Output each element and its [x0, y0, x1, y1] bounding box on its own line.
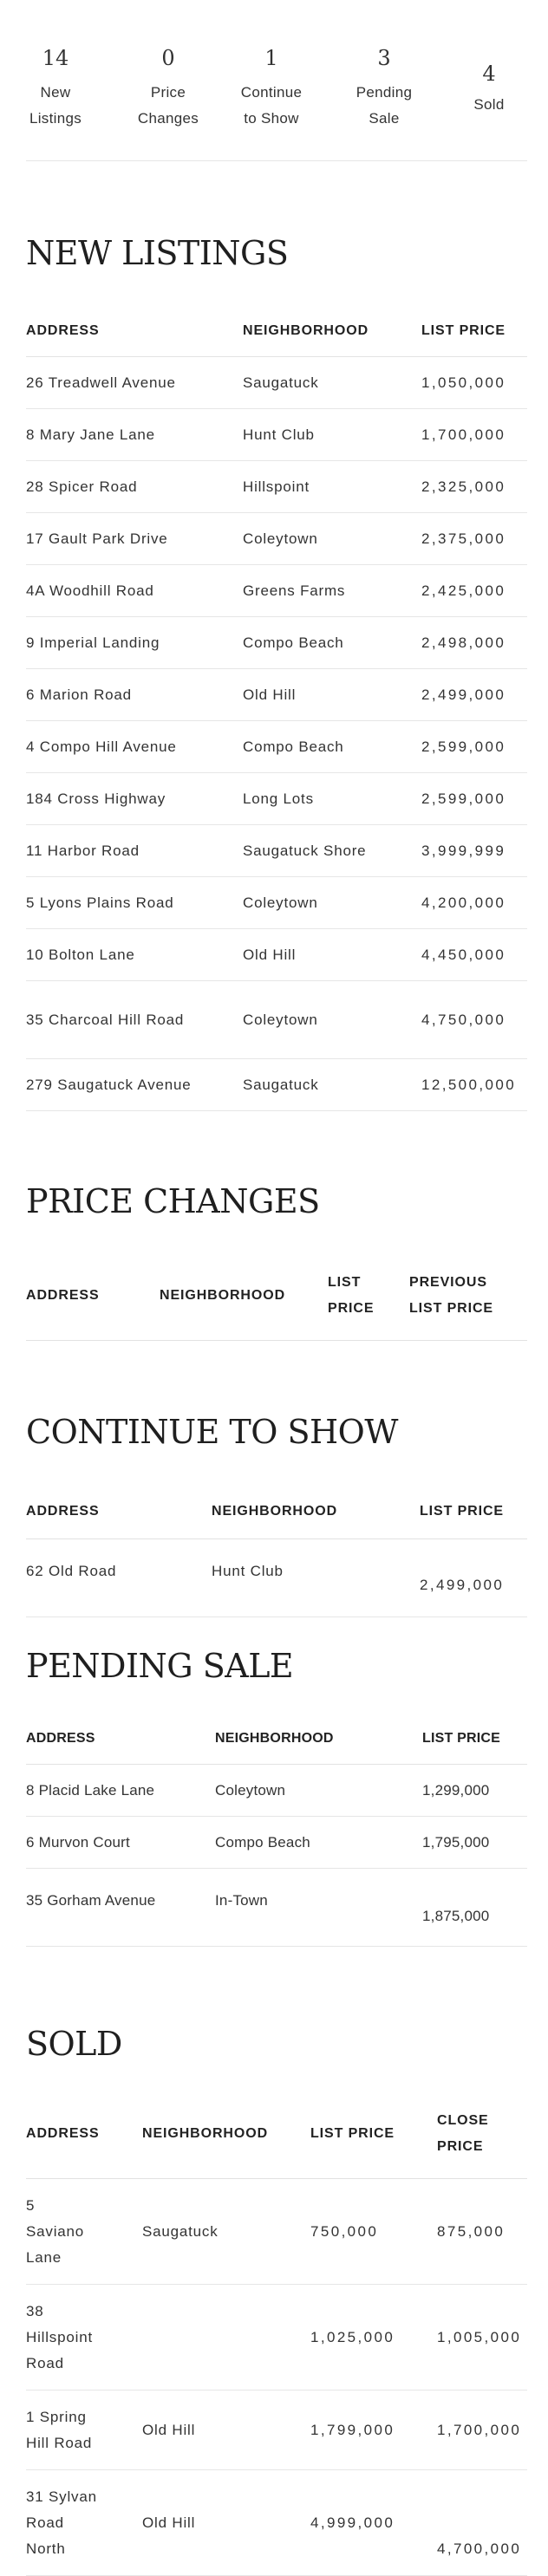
table-row[interactable] — [26, 1869, 527, 1947]
stat-value: 1 — [264, 46, 278, 70]
cell-list-price: 1,799,000 — [310, 2421, 395, 2438]
cell-neighborhood: Compo Beach — [243, 634, 344, 651]
cell-list-price: 1,795,000 — [422, 1833, 490, 1851]
cell-address: 9 Imperial Landing — [26, 634, 160, 651]
table-row[interactable] — [26, 565, 527, 617]
table-row[interactable] — [26, 513, 527, 565]
cell-address: 4A Woodhill Road — [26, 582, 154, 599]
cell-address: 35 Charcoal Hill Road — [26, 1011, 185, 1028]
cell-address: 17 Gault Park Drive — [26, 530, 168, 547]
sold-table — [26, 2089, 527, 2576]
cell-address: 10 Bolton Lane — [26, 946, 135, 963]
stat-price-changes[interactable] — [123, 45, 213, 132]
col-list-price: LIST PRICE — [328, 1274, 375, 1316]
pending-sale-table — [26, 1713, 527, 1947]
cell-list-price: 4,999,000 — [310, 2514, 395, 2531]
cell-list-price: 750,000 — [310, 2222, 379, 2240]
cell-list-price: 3,999,999 — [421, 842, 506, 859]
cell-address: 184 Cross Highway — [26, 790, 166, 807]
table-row[interactable] — [26, 617, 527, 669]
cell-address: 31 Sylvan Road North — [26, 2488, 97, 2557]
table-row[interactable] — [26, 721, 527, 773]
col-address: ADDRESS — [26, 2125, 100, 2141]
table-row[interactable] — [26, 1539, 527, 1617]
cell-list-price: 2,499,000 — [421, 686, 506, 703]
cell-list-price: 1,700,000 — [421, 426, 506, 443]
cell-neighborhood: Long Lots — [243, 790, 314, 807]
table-row[interactable] — [26, 669, 527, 721]
cell-close-price: 1,700,000 — [437, 2421, 522, 2438]
cell-list-price: 2,499,000 — [420, 1577, 505, 1593]
table-row[interactable] — [26, 773, 527, 825]
cell-neighborhood: Hunt Club — [243, 426, 315, 443]
table-header — [26, 1251, 527, 1341]
cell-address: 11 Harbor Road — [26, 842, 140, 859]
cell-address: 38 Hillspoint Road — [26, 2302, 93, 2371]
cell-address: 5 Lyons Plains Road — [26, 894, 174, 911]
table-row[interactable] — [26, 929, 527, 981]
table-row[interactable] — [26, 1765, 527, 1817]
table-row[interactable] — [26, 2179, 527, 2285]
cell-neighborhood: Old Hill — [142, 2421, 196, 2438]
cell-list-price: 1,875,000 — [422, 1908, 490, 1924]
stat-label: New Listings — [29, 84, 82, 127]
stat-value: 3 — [377, 46, 391, 70]
cell-list-price: 1,050,000 — [421, 374, 506, 391]
cell-address: 35 Gorham Avenue — [26, 1892, 156, 1909]
continue-to-show-title: CONTINUE TO SHOW — [26, 1413, 398, 1451]
table-row[interactable] — [26, 825, 527, 877]
cell-list-price: 2,375,000 — [421, 530, 506, 547]
col-address: ADDRESS — [26, 322, 100, 338]
cell-address: 8 Mary Jane Lane — [26, 426, 155, 443]
stat-sold[interactable] — [444, 61, 534, 118]
cell-address: 279 Saugatuck Avenue — [26, 1076, 192, 1093]
table-row[interactable] — [26, 1817, 527, 1869]
cell-list-price: 2,599,000 — [421, 738, 506, 755]
col-address: ADDRESS — [26, 1730, 95, 1746]
continue-to-show-table — [26, 1484, 527, 1617]
table-header — [26, 1484, 527, 1539]
cell-address: 8 Placid Lake Lane — [26, 1781, 155, 1799]
cell-list-price: 4,750,000 — [421, 1011, 506, 1028]
cell-address: 6 Marion Road — [26, 686, 132, 703]
col-previous-list-price: PREVIOUS LIST PRICE — [409, 1274, 494, 1316]
stat-value: 0 — [161, 46, 175, 70]
cell-address: 6 Murvon Court — [26, 1833, 130, 1851]
cell-list-price: 12,500,000 — [421, 1076, 517, 1093]
cell-neighborhood: Saugatuck — [243, 374, 319, 391]
table-row[interactable] — [26, 1059, 527, 1111]
cell-list-price: 1,025,000 — [310, 2328, 395, 2345]
stats-bar — [26, 45, 527, 161]
sold-title: SOLD — [26, 2025, 122, 2063]
stat-value: 14 — [42, 46, 69, 70]
cell-neighborhood: Coleytown — [243, 894, 318, 911]
table-header — [26, 1713, 527, 1765]
cell-neighborhood: In-Town — [215, 1892, 268, 1909]
cell-neighborhood: Saugatuck Shore — [243, 842, 367, 859]
table-row[interactable] — [26, 2470, 527, 2576]
col-list-price: LIST PRICE — [310, 2125, 395, 2141]
stat-pending-sale[interactable] — [339, 45, 429, 132]
cell-neighborhood: Old Hill — [243, 946, 297, 963]
new-listings-title: NEW LISTINGS — [26, 234, 289, 272]
table-row[interactable] — [26, 2285, 527, 2391]
cell-neighborhood: Saugatuck — [243, 1076, 319, 1093]
cell-neighborhood: Greens Farms — [243, 582, 346, 599]
table-body — [26, 2179, 527, 2576]
price-changes-title: PRICE CHANGES — [26, 1182, 320, 1220]
cell-neighborhood: Coleytown — [243, 1011, 318, 1028]
cell-address: 62 Old Road — [26, 1563, 117, 1579]
table-row[interactable] — [26, 357, 527, 409]
cell-neighborhood: Old Hill — [243, 686, 297, 703]
table-body — [26, 357, 527, 1111]
stat-continue-to-show[interactable] — [226, 45, 316, 132]
col-list-price: LIST PRICE — [422, 1730, 501, 1746]
table-row[interactable] — [26, 461, 527, 513]
stat-new-listings[interactable] — [10, 45, 101, 132]
price-changes-table — [26, 1251, 527, 1341]
table-row[interactable] — [26, 409, 527, 461]
col-list-price: LIST PRICE — [420, 1503, 505, 1519]
col-neighborhood: NEIGHBORHOOD — [142, 2125, 269, 2141]
stat-label: Pending Sale — [356, 84, 413, 127]
cell-close-price: 1,005,000 — [437, 2328, 522, 2345]
col-neighborhood: NEIGHBORHOOD — [243, 322, 369, 338]
cell-close-price: 4,700,000 — [437, 2540, 522, 2557]
cell-address: 1 Spring Hill Road — [26, 2408, 93, 2451]
new-listings-table — [26, 305, 527, 1111]
stat-label: Sold — [473, 96, 505, 113]
cell-neighborhood: Hunt Club — [212, 1563, 284, 1579]
col-address: ADDRESS — [26, 1503, 100, 1519]
col-neighborhood: NEIGHBORHOOD — [215, 1730, 334, 1746]
stat-label: Continue to Show — [240, 84, 303, 127]
cell-address: 4 Compo Hill Avenue — [26, 738, 177, 755]
cell-address: 26 Treadwell Avenue — [26, 374, 176, 391]
cell-neighborhood: Coleytown — [215, 1781, 286, 1799]
cell-address: 28 Spicer Road — [26, 478, 138, 495]
cell-list-price: 4,450,000 — [421, 946, 506, 963]
cell-list-price: 2,498,000 — [421, 634, 506, 651]
cell-close-price: 875,000 — [437, 2222, 506, 2240]
stat-label: Price Changes — [137, 84, 199, 127]
table-row[interactable] — [26, 2391, 527, 2470]
col-neighborhood: NEIGHBORHOOD — [160, 1287, 286, 1303]
cell-neighborhood: Coleytown — [243, 530, 318, 547]
cell-neighborhood: Compo Beach — [215, 1833, 310, 1851]
cell-neighborhood: Compo Beach — [243, 738, 344, 755]
cell-neighborhood: Old Hill — [142, 2514, 196, 2531]
cell-list-price: 2,325,000 — [421, 478, 506, 495]
col-neighborhood: NEIGHBORHOOD — [212, 1503, 338, 1519]
cell-list-price: 2,599,000 — [421, 790, 506, 807]
col-address: ADDRESS — [26, 1287, 100, 1303]
table-row[interactable] — [26, 877, 527, 929]
cell-list-price: 1,299,000 — [422, 1781, 490, 1799]
col-close-price: CLOSE PRICE — [437, 2112, 489, 2154]
cell-neighborhood: Saugatuck — [142, 2222, 219, 2240]
col-list-price: LIST PRICE — [421, 322, 506, 338]
cell-neighborhood: Hillspoint — [243, 478, 310, 495]
cell-address: 5 Saviano Lane — [26, 2196, 85, 2266]
stat-value: 4 — [482, 62, 496, 86]
table-row[interactable] — [26, 981, 527, 1059]
pending-sale-title: PENDING SALE — [26, 1647, 294, 1685]
cell-list-price: 2,425,000 — [421, 582, 506, 599]
table-header — [26, 305, 527, 357]
cell-list-price: 4,200,000 — [421, 894, 506, 911]
table-header — [26, 2089, 527, 2179]
